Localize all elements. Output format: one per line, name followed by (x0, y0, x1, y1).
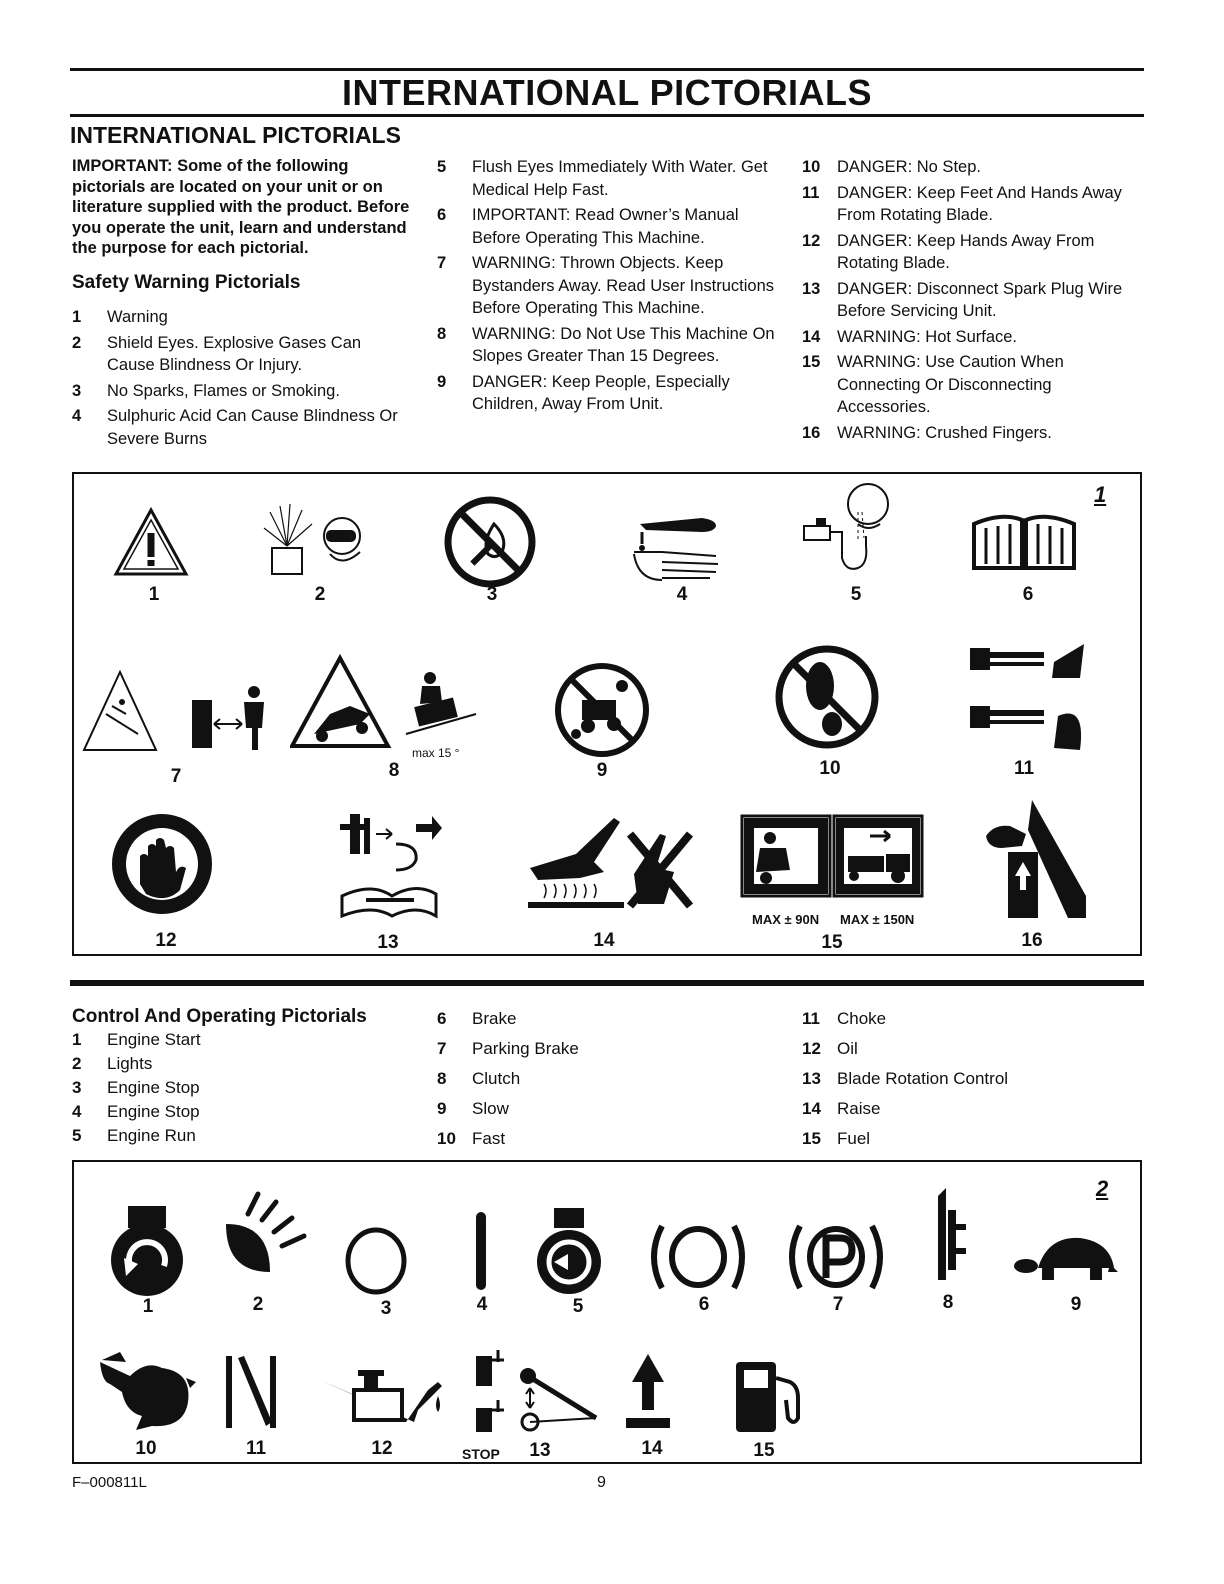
brake-icon (648, 1220, 748, 1294)
control-label-5: 5 (572, 1296, 584, 1317)
pictorial-label-12: 12 (155, 930, 177, 951)
list-item: 14 Raise (802, 1099, 881, 1118)
engine-stop-bar-icon (474, 1210, 488, 1292)
list-item: 2 Lights (72, 1054, 153, 1073)
list-item: 11 Choke (802, 1009, 887, 1028)
safety-list-col3 (802, 156, 1142, 447)
fuel-pump-icon (734, 1360, 804, 1436)
control-list-col3 (802, 1004, 1008, 1154)
control-label-13: 13 (529, 1440, 551, 1461)
list-item: 10 Fast (437, 1129, 506, 1148)
page-title: INTERNATIONAL PICTORIALS (341, 72, 872, 113)
list-item: 12 DANGER: Keep Hands Away From Rotating Blade. (802, 231, 1095, 272)
pictorial-label-14: 14 (593, 930, 615, 951)
section-heading: INTERNATIONAL PICTORIALS (70, 122, 401, 148)
no-flames-smoking-icon (442, 494, 538, 590)
eye-flush-faucet-icon (802, 482, 906, 578)
slope-tractor-icon (290, 654, 480, 754)
document-code: F–000811L (72, 1474, 147, 1491)
control-label-6: 6 (698, 1294, 710, 1315)
force-note-2: MAX ± 150N (840, 912, 915, 927)
list-item: 9 DANGER: Keep People, Especially Children, Away From Unit. (437, 372, 730, 413)
thrown-objects-icon (82, 654, 282, 754)
list-item: 10 DANGER: No Step. (802, 158, 981, 176)
raise-arrow-icon (626, 1352, 670, 1430)
pictorial-label-3: 3 (486, 584, 498, 605)
title-rule (70, 114, 1144, 117)
list-item: 5 Flush Eyes Immediately With Water. Get Medical Help Fast. (437, 158, 768, 199)
safety-list-col1 (72, 306, 412, 453)
pictorial-label-15: 15 (821, 932, 843, 953)
list-item: 4 Sulphuric Acid Can Cause Blindness Or Severe Burns (72, 407, 398, 448)
spark-plug-manual-icon (336, 804, 456, 920)
control-label-3: 3 (380, 1298, 392, 1319)
acid-burn-hand-icon (632, 504, 728, 584)
no-step-icon (774, 644, 880, 750)
hand-blade-icon (110, 812, 214, 916)
list-item: 13 DANGER: Disconnect Spark Plug Wire Before Servicing Unit. (802, 279, 1123, 320)
control-label-8: 8 (942, 1292, 954, 1313)
clutch-icon (930, 1184, 970, 1284)
list-item: 12 Oil (802, 1039, 858, 1058)
pictorial-label-8: 8 (388, 760, 400, 781)
list-item: 14 WARNING: Hot Surface. (802, 327, 1018, 346)
pictorial-label-5: 5 (850, 584, 862, 605)
list-item: 15 WARNING: Use Caution When Connecting Or Disconnecting Accessories. (802, 353, 1064, 416)
section-divider (70, 980, 1144, 986)
list-item: 4 Engine Stop (72, 1102, 200, 1121)
control-label-4: 4 (476, 1294, 488, 1315)
control-heading: Control And Operating Pictorials (72, 1006, 367, 1027)
no-children-icon (552, 660, 652, 760)
list-item: 6 Brake (437, 1009, 517, 1028)
list-item: 13 Blade Rotation Control (802, 1069, 1009, 1088)
control-label-11: 11 (245, 1438, 267, 1459)
control-list-col2 (437, 1004, 579, 1154)
blade-control-icon (470, 1342, 640, 1442)
engine-stop-circle-icon (344, 1226, 408, 1296)
list-item: 7 Parking Brake (437, 1039, 579, 1058)
safety-heading: Safety Warning Pictorials (72, 272, 301, 293)
pictorial-label-9: 9 (596, 760, 608, 781)
control-label-14: 14 (641, 1438, 663, 1459)
slow-turtle-icon (1014, 1232, 1118, 1292)
pictorial-label-16: 16 (1021, 930, 1043, 951)
list-item: 3 No Sparks, Flames or Smoking. (72, 381, 340, 400)
open-manual-icon (972, 512, 1076, 572)
safety-list-col2 (437, 156, 782, 419)
list-item: 16 WARNING: Crushed Fingers. (802, 423, 1052, 442)
list-item: 15 Fuel (802, 1129, 871, 1148)
engine-run-icon (534, 1206, 604, 1296)
control-pictorials-figure (72, 1160, 1142, 1464)
pictorial-label-4: 4 (676, 584, 688, 605)
figure-number: 1 (1094, 482, 1107, 507)
list-item: 3 Engine Stop (72, 1078, 200, 1097)
accessory-force-icon (740, 814, 924, 898)
control-label-7: 7 (832, 1294, 844, 1315)
pictorial-label-2: 2 (314, 584, 326, 605)
figure-number: 2 (1096, 1176, 1109, 1201)
warning-triangle-icon (112, 506, 190, 578)
stop-note: STOP (462, 1446, 500, 1462)
control-label-15: 15 (753, 1440, 775, 1461)
oil-can-icon (318, 1360, 444, 1434)
choke-icon (222, 1352, 286, 1432)
pictorial-label-6: 6 (1022, 584, 1034, 605)
list-item: 2 Shield Eyes. Explosive Gases Can Cause Blindness Or Injury. (72, 333, 362, 374)
fast-rabbit-icon (96, 1342, 196, 1432)
force-note-1: MAX ± 90N (752, 912, 820, 927)
safety-pictorials-figure (72, 472, 1142, 956)
lights-icon (220, 1190, 316, 1286)
pictorial-label-1: 1 (148, 584, 160, 605)
list-item: 9 Slow (437, 1099, 509, 1118)
list-item: 1 Warning (72, 308, 168, 326)
list-item: 7 WARNING: Thrown Objects. Keep Bystanders Away. Read User Instructions Before Operating This Machine. (437, 254, 775, 317)
page-number: 9 (597, 1474, 606, 1491)
top-rule (70, 68, 1144, 71)
list-item: 1 Engine Start (72, 1030, 201, 1049)
battery-explosion-goggles-icon (260, 502, 370, 582)
crushed-fingers-icon (982, 796, 1092, 922)
list-item: 6 IMPORTANT: Read Owner’s Manual Before Operating This Machine. (437, 206, 739, 247)
important-note: IMPORTANT: Some of the following pictorials are located on your unit or on literature supplied with the product. Before you operate the unit, learn and understand the purpose for each pictorial. (72, 157, 410, 257)
control-label-9: 9 (1070, 1294, 1082, 1315)
parking-brake-icon (786, 1220, 886, 1294)
pictorial-label-7: 7 (170, 766, 182, 787)
pictorial-label-11: 11 (1013, 758, 1035, 779)
engine-start-icon (108, 1204, 186, 1298)
control-label-12: 12 (371, 1438, 393, 1459)
control-label-2: 2 (252, 1294, 264, 1315)
control-list-col1 (72, 1028, 201, 1148)
pictorial-label-13: 13 (377, 932, 399, 953)
list-item: 8 Clutch (437, 1069, 521, 1088)
control-label-1: 1 (142, 1296, 154, 1317)
rotating-blade-hand-foot-icon (968, 638, 1088, 754)
list-item: 8 WARNING: Do Not Use This Machine On Slopes Greater Than 15 Degrees. (437, 324, 775, 365)
list-item: 11 DANGER: Keep Feet And Hands Away From Rotating Blade. (802, 183, 1122, 224)
slope-note: max 15 ° (412, 746, 460, 760)
control-label-10: 10 (135, 1438, 157, 1459)
hot-surface-icon (524, 814, 694, 910)
pictorial-label-10: 10 (819, 758, 841, 779)
list-item: 5 Engine Run (72, 1126, 196, 1145)
